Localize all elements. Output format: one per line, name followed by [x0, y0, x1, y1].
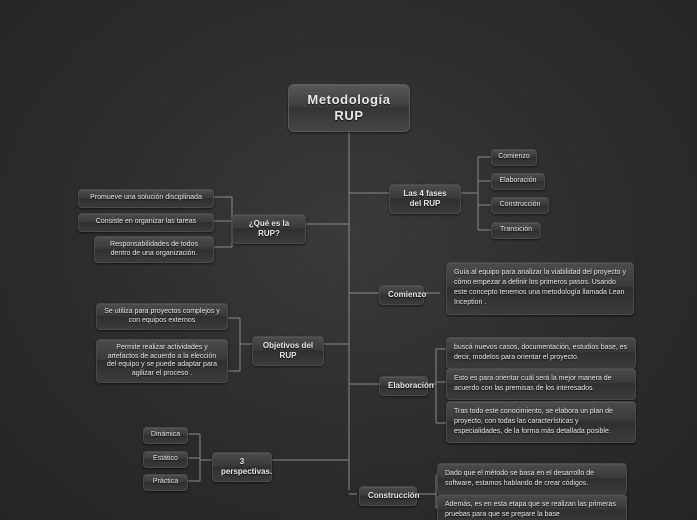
root-node-metodologia-rup[interactable]: Metodología RUP: [288, 84, 410, 132]
objetivo-actividades-artefactos[interactable]: Permite realizar actividades y artefactos de acuerdo a la elección del equipo y se puede adaptar para agilizar el proceso .: [96, 339, 228, 383]
fase-construccion[interactable]: Construcción: [491, 197, 549, 214]
branch-que-es-rup[interactable]: ¿Qué es la RUP?: [232, 214, 306, 244]
construccion-item-primeras-pruebas[interactable]: Además, es en esta etapa que se realizan las primeras pruebas para que se prepare la base: [437, 494, 627, 520]
perspectiva-dinamica[interactable]: Dinámica: [143, 427, 188, 444]
branch-las-4-fases-del-rup[interactable]: Las 4 fases del RUP: [389, 184, 461, 214]
elaboracion-item-plan-de-proyecto[interactable]: Tras todo este conocimiento, se elabora un plan de proyecto, con todas las características y especialidades, de la forma más detallada posible.: [446, 401, 636, 443]
item-responsabilidades-organizacion[interactable]: Responsabilidades de todos dentro de una organización.: [94, 236, 214, 263]
perspectiva-estatico[interactable]: Estático: [143, 451, 188, 468]
item-promueve-solucion-disciplinada[interactable]: Promueve una solución disciplinada: [78, 189, 214, 208]
elaboracion-item-premisas-interesados[interactable]: Esto es para orientar cuál será la mejor manera de acuerdo con las premisas de los interesados.: [446, 368, 636, 400]
perspectiva-practica[interactable]: Práctica: [143, 474, 188, 491]
fase-elaboracion[interactable]: Elaboración: [491, 173, 545, 190]
branch-objetivos-del-rup[interactable]: Objetivos del RUP: [252, 336, 324, 366]
item-organizar-tareas[interactable]: Consiste en organizar las tareas: [78, 213, 214, 232]
branch-elaboracion[interactable]: Elaboración: [379, 376, 428, 396]
comienzo-descripcion[interactable]: Guía al equipo para analizar la viabilidad del proyecto y cómo empezar a definir los primeros pasos. Usando este concepto tenemos una metodología llamada Lean Inception .: [446, 262, 634, 315]
fase-transicion[interactable]: Transición: [491, 222, 541, 239]
branch-construccion[interactable]: Construcción: [359, 486, 417, 506]
branch-3-perspectivas[interactable]: 3 perspectivas.: [212, 452, 272, 482]
construccion-item-crear-codigos[interactable]: Dado que el método se basa en el desarrollo de software, estamos hablando de crear códigos.: [437, 463, 627, 495]
elaboracion-item-casos-documentacion[interactable]: buscá nuevos casos, documentación, estudios base, es decir, modelos para orientar el proyecto.: [446, 337, 636, 369]
objetivo-proyectos-complejos[interactable]: Se utiliza para proyectos complejos y con equipos externos: [96, 303, 228, 330]
branch-comienzo[interactable]: Comienzo: [379, 285, 424, 305]
fase-comienzo[interactable]: Comienzo: [491, 149, 537, 166]
